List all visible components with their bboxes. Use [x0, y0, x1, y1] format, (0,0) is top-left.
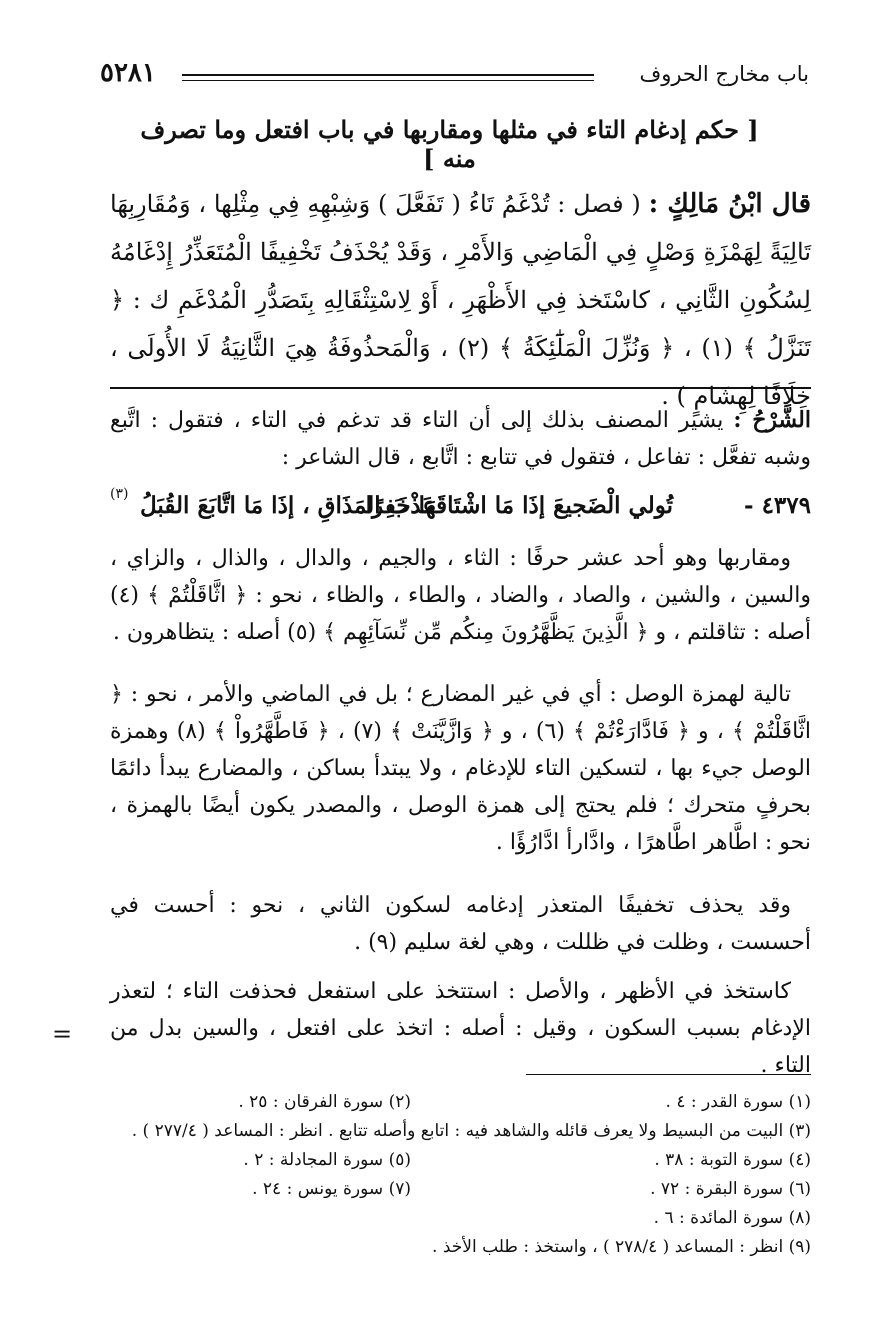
footnote-9: (٩) انظر : المساعد ( ٢٧٨/٤ ) ، واستخذ : طلب الأخذ . — [432, 1237, 811, 1257]
matn-speaker: قال ابْنُ مَالِكٍ : — [648, 189, 811, 219]
body-paragraph: تالية لهمزة الوصل : أي في غير المضارع ؛ بل في الماضي والأمر ، نحو : ﴿ اثَّاقَلْتُمْ ﴾ ، و ﴿ فَادَّارَءْتُمْ ﴾ (٦) ، و ﴿ وَازَّيَّنَتْ ﴾ (٧) ، ﴿ فَاطَّهَّرُواْ ﴾ (٨) وهمزة الوصل جيء بها ، لتسكين التاء للإدغام ، ولا يبتدأ بساكن ، والمضارع يبدأ دائمًا بحرفٍ متحرك ؛ فلم يحتج إلى همزة الوصل ، والمصدر يكون أيضًا بالهمزة ، نحو : اطَّاهر اطَّاهرًا ، وادَّارأ ادَّارُؤًا . — [110, 682, 812, 855]
verse-number: ٤٣٧٩ - — [744, 492, 811, 519]
body-paragraph: وقد يحذف تخفيفًا المتعذر إدغامه لسكون الثاني ، نحو : أحست في أحسست ، وظلت في ظللت ، وهي لغة سليم (٩) . — [110, 893, 811, 955]
footnote-2: (٢) سورة الفرقان : ٢٥ . — [238, 1092, 411, 1112]
section-title: [ حكم إدغام التاء في مثلها ومقاربها في باب افتعل وما تصرف منه ] — [140, 115, 759, 173]
footnote-1: (١) سورة القدر : ٤ . — [665, 1092, 811, 1112]
sharh-label: الشَّرْحُ : — [733, 407, 811, 433]
running-header — [100, 58, 809, 94]
footnote-4: (٤) سورة التوبة : ٣٨ . — [654, 1150, 811, 1170]
verse-hemistich-2: عَذْبَ المَذَاقِ ، إذَا مَا اتَّابَعَ القُبَلُ — [140, 492, 437, 519]
sharh-paragraph — [110, 402, 811, 476]
matn-text — [110, 180, 811, 420]
matn-body: ( فصل : تُدْغَمُ تَاءُ ( تَفَعَّلَ ) وَشِبْهِهِ فِي مِثْلِها ، وَمُقَارِبِهَا تَالِيَةً لِهَمْزَةِ وَصْلٍ فِي الْمَاضِي وَالأَمْرِ ، وَقَدْ يُحْذَفُ تَخْفِيفًا الْمُتَعَذِّرُ إِدْغَامُهُ لِسُكُونِ الثَّانِي ، كاسْتَخذ فِي الأَظْهَرِ ، أَوْ لِاسْتِثْقَالِهِ بِتَصَدُّرِ الْمُدْغَمِ ك : ﴿ تَنَزَّلُ ﴾ (١) ، ﴿ وَنُزِّلَ الْمَلَٰٓئِكَةُ ﴾ (٢) ، وَالْمَحذُوفَةُ هِيَ الثَّانِيَةُ لَا الأُولَى ، خِلَافًا لِهِشَامٍ ) . — [110, 190, 811, 410]
footnote-7: (٧) سورة يونس : ٢٤ . — [252, 1179, 411, 1199]
footnote-5: (٥) سورة المجادلة : ٢ . — [243, 1150, 411, 1170]
body-paragraph: ومقاربها وهو أحد عشر حرفًا : الثاء ، والجيم ، والدال ، والذال ، والزاي ، والسين ، والشين ، والصاد ، والضاد ، والطاء ، والظاء ، نحو : ﴿ اثَّاقَلْتُمْ ﴾ (٤) أصله : تثاقلتم ، و ﴿ الَّذِينَ يَظَّهَّرُونَ مِنكُم مِّن نِّسَآئِهِم ﴾ (٥) أصله : يتظاهرون . — [110, 546, 811, 645]
sharh-text: يشير المصنف بذلك إلى أن التاء قد تدغم في التاء ، فتقول : اتَّبع وشبه تفعَّل : تفاعل ، فتقول في تتابع : اتَّابع ، قال الشاعر : — [110, 408, 811, 470]
verse-footnote-ref: (٣) — [110, 486, 129, 502]
matn-separator — [110, 387, 811, 389]
footnote-separator — [526, 1074, 811, 1075]
footnote-3: (٣) البيت من البسيط ولا يعرف قائله والشاهد فيه : اتابع وأصله تتابع . انظر : المساعد ( ٢٧٧/٤ ) . — [131, 1121, 811, 1141]
body-paragraph: كاستخذ في الأظهر ، والأصل : استتخذ على استفعل فحذفت التاء ؛ لتعذر الإدغام بسبب السكون ، وقيل : أصله : اتخذ على افتعل ، والسين بدل من التاء . — [110, 979, 811, 1078]
page-number: ٥٢٨١ — [100, 58, 156, 88]
poetry-verse — [110, 486, 811, 530]
header-rule — [182, 74, 594, 81]
verse-hemistich-1: تُولي الْضَجيعَ إذَا مَا اشْتَاقَهَا خَفِرًا — [365, 492, 673, 519]
continuation-mark: = — [52, 1020, 73, 1048]
footnote-8: (٨) سورة المائدة : ٦ . — [653, 1208, 811, 1228]
footnote-6: (٦) سورة البقرة : ٧٢ . — [650, 1179, 811, 1199]
footnotes — [100, 1088, 811, 1262]
chapter-title: باب مخارج الحروف — [639, 62, 809, 86]
